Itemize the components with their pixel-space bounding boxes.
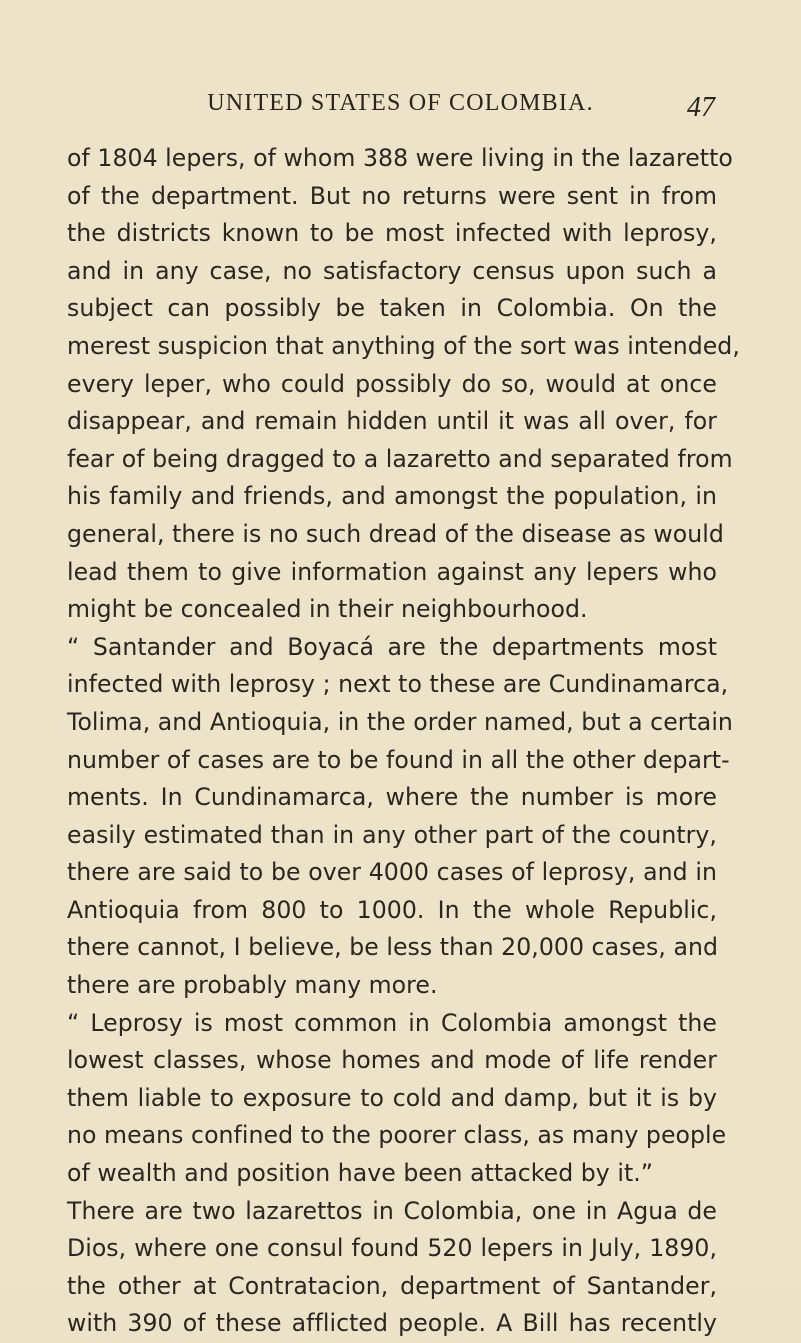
text-line: ments. In Cundinamarca, where the number is more [67, 783, 717, 812]
text-line: subject can possibly be taken in Colombia. On the [67, 294, 717, 323]
text-line: “ Santander and Boyacá are the departments most [67, 632, 717, 661]
text-line: disappear, and remain hidden until it was all over, for [67, 407, 717, 436]
text-line: of wealth and position have been attacked by it.” [67, 1159, 654, 1188]
text-line: fear of being dragged to a lazaretto and separated from [67, 444, 733, 473]
text-line: infected with leprosy ; next to these are Cundinamarca, [67, 670, 729, 699]
text-line: lead them to give information against any lepers who [67, 557, 717, 586]
text-line: There are two lazarettos in Colombia, one in Agua de [67, 1196, 717, 1225]
text-line: Tolima, and Antioquia, in the order named, but a certain [67, 707, 733, 736]
text-line: lowest classes, whose homes and mode of life render [67, 1046, 717, 1075]
text-line: Antioquia from 800 to 1000. In the whole Republic, [67, 895, 717, 924]
page-number: 47 [687, 92, 715, 123]
page-header [0, 88, 801, 124]
text-line: no means confined to the poorer class, as many people [67, 1121, 727, 1150]
text-line: and in any case, no satisfactory census upon such a [67, 256, 717, 285]
text-line: number of cases are to be found in all the other depart- [67, 745, 730, 774]
text-line: every leper, who could possibly do so, would at once [67, 369, 717, 398]
text-line: of 1804 lepers, of whom 388 were living in the lazaretto [67, 144, 733, 172]
text-line: his family and friends, and amongst the population, in [67, 482, 717, 511]
text-line: general, there is no such dread of the disease as would [67, 519, 724, 548]
text-line: there are probably many more. [67, 971, 438, 1000]
text-line: might be concealed in their neighbourhood. [67, 595, 588, 624]
text-line: “ Leprosy is most common in Colombia amongst the [67, 1008, 717, 1037]
text-line: the districts known to be most infected with leprosy, [67, 219, 717, 248]
body-text [67, 140, 740, 1343]
text-line: easily estimated than in any other part of the country, [67, 820, 717, 849]
text-line: the other at Contratacion, department of Santander, [67, 1271, 717, 1300]
text-line: of the department. But no returns were sent in from [67, 181, 717, 210]
text-line: them liable to exposure to cold and damp, but it is by [67, 1083, 717, 1112]
text-line: there are said to be over 4000 cases of leprosy, and in [67, 858, 717, 887]
text-line: with 390 of these afflicted people. A Bill has recently [67, 1309, 717, 1338]
text-line: merest suspicion that anything of the sort was intended, [67, 331, 740, 360]
text-line: there cannot, I believe, be less than 20,000 cases, and [67, 933, 718, 962]
running-title: UNITED STATES OF COLOMBIA. [207, 90, 594, 116]
text-line: Dios, where one consul found 520 lepers in July, 1890, [67, 1234, 717, 1263]
